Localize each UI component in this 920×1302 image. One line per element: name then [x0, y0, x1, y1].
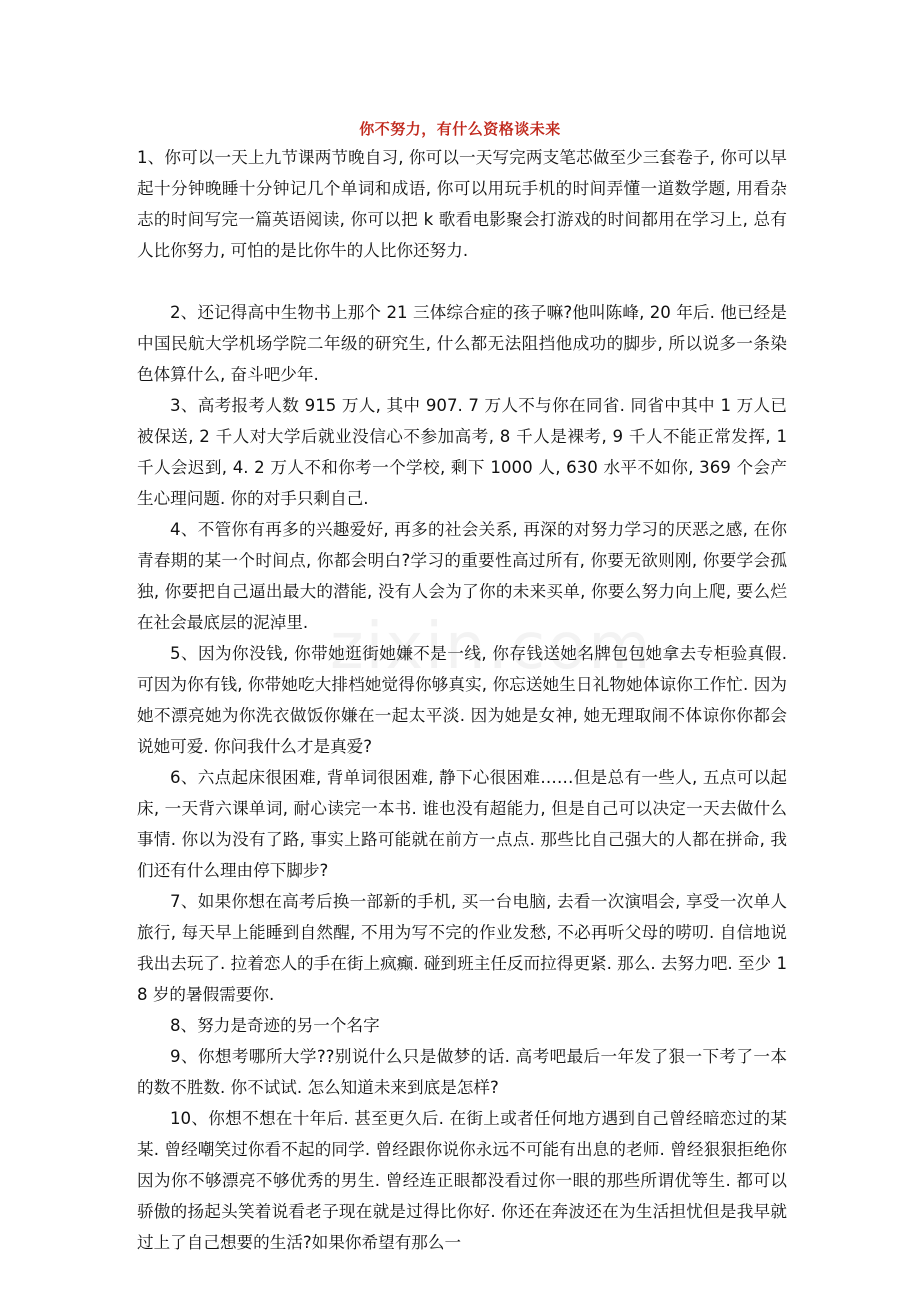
paragraph-4: 4、不管你有再多的兴趣爱好, 再多的社会关系, 再深的对努力学习的厌恶之感, 在你青春期的某一个时间点, 你都会明白?学习的重要性高过所有, 你要无欲则刚, 你要学会孤独, 你要把自己逼出最大的潜能, 没有人会为了你的未来买单, 你要么努力向上爬, 要么烂在社会最底层的泥淖里.	[137, 520, 787, 632]
paragraph-1: 1、你可以一天上九节课两节晚自习, 你可以一天写完两支笔芯做至少三套卷子, 你可以早起十分钟晚睡十分钟记几个单词和成语, 你可以用玩手机的时间弄懂一道数学题, 用看杂志的时间写完一篇英语阅读, 你可以把 k 歌看电影聚会打游戏的时间都用在学习上, 总有人比你努力, 可怕的是比你牛的人比你还努力.	[137, 148, 787, 260]
paragraph-6: 6、六点起床很困难, 背单词很困难, 静下心很困难……但是总有一些人, 五点可以起床, 一天背六课单词, 耐心读完一本书. 谁也没有超能力, 但是自己可以决定一天去做什么事情. 你以为没有了路, 事实上路可能就在前方一点点. 那些比自己强大的人都在拼命, 我们还有什么理由停下脚步?	[137, 768, 787, 880]
document-title: 你不努力，有什么资格谈未来	[359, 120, 561, 138]
paragraph-7: 7、如果你想在高考后换一部新的手机, 买一台电脑, 去看一次演唱会, 享受一次单人旅行, 每天早上能睡到自然醒, 不用为写不完的作业发愁, 不必再听父母的唠叨. 自信地说我出去玩了. 拉着恋人的手在街上疯癫. 碰到班主任反而拉得更紧. 那么. 去努力吧. 至少 18 岁的暑假需要你.	[137, 892, 787, 1004]
paragraph-9: 9、你想考哪所大学??别说什么只是做梦的话. 高考吧最后一年发了狠一下考了一本的数不胜数. 你不试试. 怎么知道未来到底是怎样?	[137, 1047, 787, 1097]
paragraph-2: 2、还记得高中生物书上那个 21 三体综合症的孩子嘛?他叫陈峰, 20 年后. 他已经是中国民航大学机场学院二年级的研究生, 什么都无法阻挡他成功的脚步, 所以说多一条染色体算什么, 奋斗吧少年.	[137, 303, 787, 384]
paragraph-3: 3、高考报考人数 915 万人, 其中 907. 7 万人不与你在同省. 同省中其中 1 万人已被保送, 2 千人对大学后就业没信心不参加高考, 8 千人是裸考, 9 千人不能正常发挥, 1 千人会迟到, 4. 2 万人不和你考一个学校, 剩下 1000 人, 630 水平不如你, 369 个会产生心理问题. 你的对手只剩自己.	[137, 396, 787, 508]
document-body	[137, 142, 787, 1258]
paragraph-gap	[137, 266, 787, 297]
paragraph-8: 8、努力是奇迹的另一个名字	[170, 1016, 380, 1035]
paragraph-10: 10、你想不想在十年后. 甚至更久后. 在街上或者任何地方遇到自己曾经暗恋过的某某. 曾经嘲笑过你看不起的同学. 曾经跟你说你永远不可能有出息的老师. 曾经狠狠拒绝你因为你不够漂亮不够优秀的男生. 曾经连正眼都没看过你一眼的那些所谓优等生. 都可以骄傲的扬起头笑着说看老子现在就是过得比你好. 你还在奔波还在为生活担忧但是我早就过上了自己想要的生活?如果你希望有那么一	[137, 1109, 787, 1252]
paragraph-5: 5、因为你没钱, 你带她逛街她嫌不是一线, 你存钱送她名牌包包她拿去专柜验真假. 可因为你有钱, 你带她吃大排档她觉得你够真实, 你忘送她生日礼物她体谅你工作忙. 因为她不漂亮她为你洗衣做饭你嫌在一起太平淡. 因为她是女神, 她无理取闹不体谅你你都会说她可爱. 你问我什么才是真爱?	[137, 644, 787, 756]
